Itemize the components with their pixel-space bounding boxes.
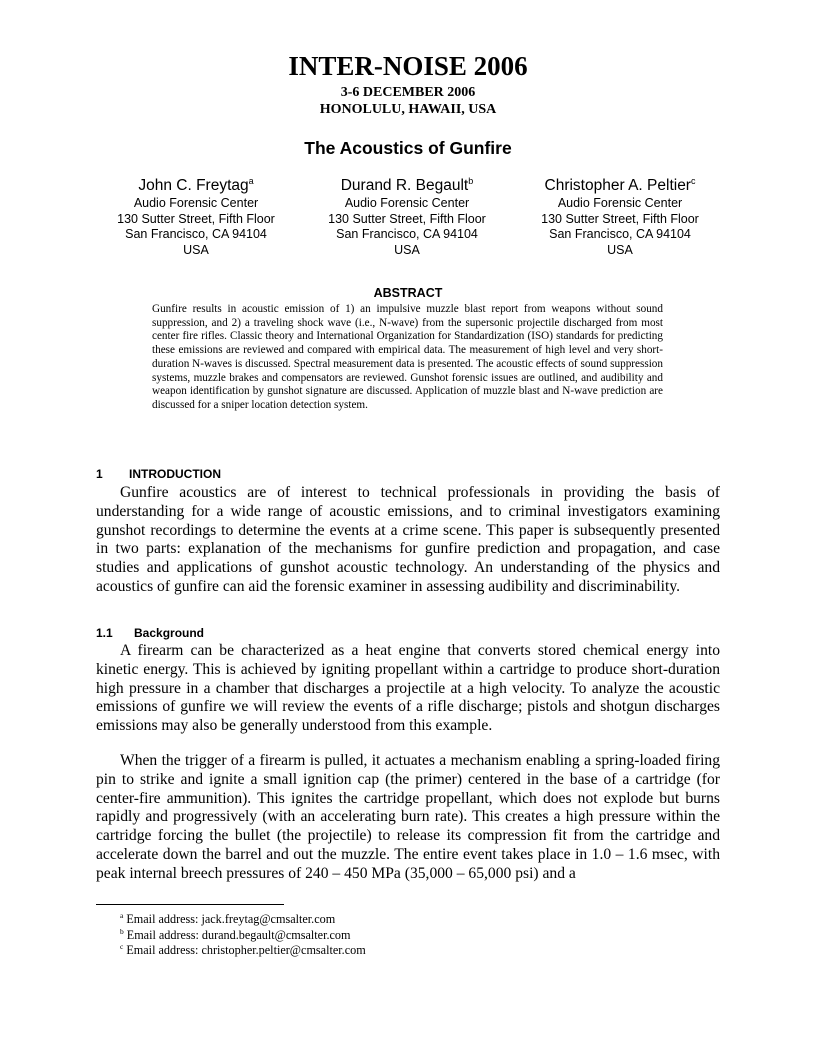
footnotes (120, 912, 366, 959)
author-street: 130 Sutter Street, Fifth Floor (328, 211, 486, 226)
conference-location: HONOLULU, HAWAII, USA (319, 102, 497, 117)
author-block (307, 176, 507, 258)
author-affiliation: Audio Forensic Center (133, 196, 259, 210)
footnote-text: Email address: jack.freytag@cmsalter.com (126, 912, 336, 926)
footnote-mark: b (120, 926, 124, 936)
subsection-number: 1.1 (96, 626, 113, 640)
section-heading-introduction (96, 467, 221, 482)
conference-dates: 3-6 DECEMBER 2006 (340, 85, 476, 100)
author-footnote-mark: a (248, 175, 254, 186)
background-paragraph: When the trigger of a firearm is pulled, it actuates a mechanism enabling a spring-loaded firing pin to strike and ignite a small ignition cap (the primer) centered in the base of a cartridge (for center-fire ammunition). This ignites the cartridge propellant, which does not explode but burns rapidly and progressively (with an accelerating burn rate). This creates a high pressure within the cartridge forcing the bullet (the projectile) to release its compression fit from the cartridge and accelerate down the barrel and out the muzzle. The entire event takes place in 1.0 – 1.6 msec, with peak internal breech pressures of 240 – 450 MPa (35,000 – 65,000 psi) and a (96, 752, 720, 882)
footnote-mark: c (120, 942, 124, 952)
conference-title: INTER-NOISE 2006 (288, 51, 528, 81)
author-street: 130 Sutter Street, Fifth Floor (541, 211, 699, 226)
author-name: John C. Freytag (138, 177, 249, 194)
author-name: Christopher A. Peltier (544, 177, 691, 194)
footnote-text: Email address: christopher.peltier@cmsalter.com (126, 943, 366, 958)
subsection-title: Background (134, 626, 205, 640)
footnote (120, 943, 366, 959)
footnote (120, 928, 366, 944)
introduction-paragraph: Gunfire acoustics are of interest to technical professionals in providing the basis of understanding for a wide range of acoustic emissions, and to criminal investigators examining gunshot recordings to determine the events at a crime scene. This paper is subsequently presented in two parts: explanation of the mechanisms for gunfire prediction and propagation, and case studies and applications of gunshot acoustic technology. An understanding of the physics and acoustics of gunfire can aid the forensic examiner in assessing audibility and discriminability. (96, 484, 720, 595)
author-city: San Francisco, CA 94104 (549, 227, 691, 241)
author-block (520, 176, 720, 258)
author-block (96, 176, 296, 258)
author-city: San Francisco, CA 94104 (125, 227, 267, 241)
author-country: USA (394, 242, 420, 257)
footnote (120, 912, 366, 928)
abstract-text: Gunfire results in acoustic emission of 1) an impulsive muzzle blast report from weapons without sound suppression, and 2) a traveling shock wave (i.e., N-wave) from the supersonic projectile discharged from most center fire rifles. Classic theory and International Organization for Standardization (ISO) standards for predicting these emissions are reviewed and compared with empirical data. The measurement of high level and very short-duration N-waves is discussed. Spectral measurement data is presented. The acoustic effects of sound suppression systems, muzzle brakes and compensators are reviewed. Gunshot forensic issues are outlined, and audibility and weapon identification by gunshot signature are discussed. Application of muzzle blast and N-wave prediction are discussed for a sniper location detection system. (152, 303, 663, 411)
author-affiliation: Audio Forensic Center (344, 196, 470, 210)
paper-title: The Acoustics of Gunfire (304, 138, 512, 158)
author-street: 130 Sutter Street, Fifth Floor (117, 211, 275, 226)
subsection-heading-background (96, 626, 204, 641)
author-country: USA (183, 242, 209, 257)
background-paragraph: A firearm can be characterized as a heat engine that converts stored chemical energy into kinetic energy. This is achieved by igniting propellant within a cartridge to produce short-duration high pressure in a chamber that discharges a projectile at a high velocity. To analyze the acoustic emissions of gunfire we will review the events of a rifle discharge; pistols and shotgun discharges emissions may also be generally understood from this example. (96, 642, 720, 735)
section-number: 1 (96, 467, 103, 481)
section-title: INTRODUCTION (129, 467, 221, 481)
author-footnote-mark: b (468, 175, 474, 186)
author-footnote-mark: c (690, 175, 696, 186)
author-country: USA (607, 242, 633, 257)
footnote-text: Email address: durand.begault@cmsalter.com (126, 927, 351, 942)
author-name: Durand R. Begault (340, 177, 469, 194)
author-city: San Francisco, CA 94104 (336, 227, 478, 241)
author-affiliation: Audio Forensic Center (557, 196, 683, 210)
abstract-heading: ABSTRACT (373, 286, 443, 300)
footnote-mark: a (120, 910, 124, 920)
footnote-divider (96, 904, 284, 905)
